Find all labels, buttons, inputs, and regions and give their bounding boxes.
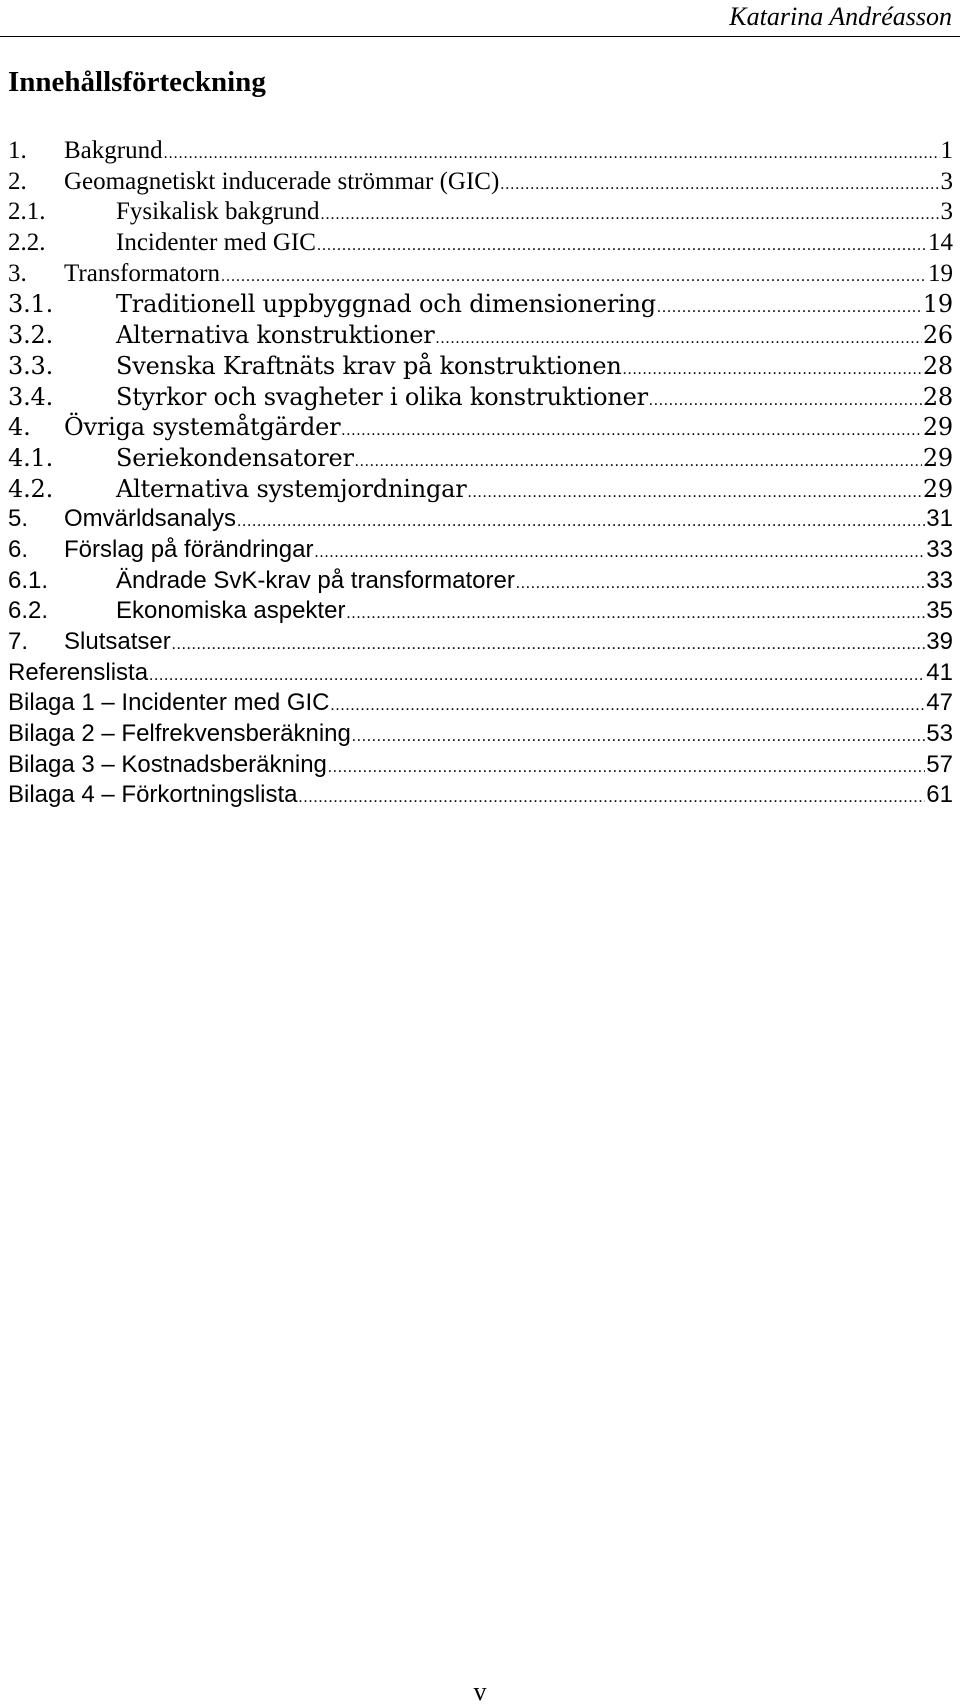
toc-dot-leader [649,386,922,417]
toc-entry[interactable] [8,780,953,811]
toc-entry[interactable] [8,719,953,750]
toc-entry[interactable] [8,443,953,474]
toc-entry-page: 28 [922,351,953,380]
toc-dot-leader [516,569,925,600]
toc-entry[interactable] [8,197,953,228]
toc-entry-title: Bilaga 4 – Förkortningslista [8,781,298,809]
toc-entry-page: 33 [926,535,953,563]
header-divider [0,36,960,37]
toc-entry-title: Bilaga 2 – Felfrekvensberäkning [8,720,351,748]
toc-entry-title: Bilaga 1 – Incidenter med GIC [8,689,330,717]
toc-entry[interactable] [8,504,953,535]
toc-entry-number: 6.1. [8,566,49,594]
toc-dot-leader [468,478,922,509]
running-header-author: Katarina Andréasson [729,2,952,31]
toc-entry-title: Alternativa konstruktioner [116,321,435,350]
toc-entry[interactable] [8,351,953,382]
toc-entry-title: Bakgrund [64,137,163,164]
toc-entry-title: Förslag på förändringar [64,535,314,563]
toc-entry-page: 28 [922,382,953,411]
toc-entry-page: 31 [926,505,953,533]
toc-dot-leader [341,416,921,447]
toc-title: Innehållsförteckning [8,66,266,98]
toc-entry-title: Övriga systemåtgärder [64,413,341,442]
toc-entry-page: 33 [926,566,953,594]
toc-entry-title: Slutsatser [64,628,171,655]
toc-entry-title: Fysikalisk bakgrund [116,198,320,226]
toc-entry[interactable] [8,228,953,259]
toc-entry-title: Bilaga 3 – Kostnadsberäkning [8,750,327,778]
toc-entry-page: 1 [940,137,953,164]
toc-entry-title: Traditionell uppbyggnad och dimensionering [116,290,656,319]
toc-entry[interactable] [8,658,953,689]
toc-entry-page: 61 [926,781,953,809]
table-of-contents [8,136,953,811]
toc-entry-title: Alternativa systemjordningar [116,474,467,503]
toc-entry-title: Omvärldsanalys [64,505,237,533]
toc-dot-leader [331,691,926,722]
toc-dot-leader [314,538,925,569]
toc-entry-page: 14 [928,229,953,257]
toc-entry-number: 2.2. [8,229,46,257]
toc-dot-leader [500,170,939,201]
toc-entry-number: 6. [8,535,29,563]
toc-dot-leader [352,722,925,753]
toc-entry-page: 26 [922,321,953,350]
toc-entry-page: 3 [940,167,953,195]
toc-entry-page: 41 [926,658,953,686]
toc-entry[interactable] [8,412,953,443]
toc-entry[interactable] [8,289,953,320]
toc-dot-leader [320,200,939,231]
toc-dot-leader [164,139,940,170]
toc-entry-page: 29 [922,443,953,472]
toc-entry-page: 47 [926,689,953,717]
toc-dot-leader [237,507,925,538]
toc-entry-number: 3. [8,259,27,287]
toc-entry[interactable] [8,688,953,719]
toc-entry-title: Svenska Kraftnäts krav på konstruktionen [116,351,622,380]
toc-entry-number: 3.4. [8,382,53,411]
toc-entry[interactable] [8,474,953,505]
page-number: v [473,1677,487,1706]
toc-entry-page: 3 [940,198,953,226]
toc-entry-page: 39 [926,628,953,655]
toc-entry-number: 3.3. [8,351,53,380]
toc-entry-number: 4.2. [8,474,53,503]
toc-entry[interactable] [8,259,953,290]
toc-entry-page: 35 [926,597,953,625]
toc-entry[interactable] [8,320,953,351]
toc-entry-page: 29 [922,474,953,503]
toc-entry-page: 53 [926,720,953,748]
toc-dot-leader [623,355,922,386]
toc-dot-leader [172,630,926,661]
toc-entry-number: 3.1. [8,290,53,319]
toc-entry-title: Transformatorn [64,259,221,287]
toc-entry-title: Geomagnetiskt inducerade strömmar (GIC) [64,167,500,195]
toc-entry-number: 4. [8,413,31,442]
toc-entry[interactable] [8,136,953,167]
toc-dot-leader [328,753,925,784]
toc-entry-number: 3.2. [8,321,53,350]
toc-entry-number: 2. [8,167,27,195]
toc-entry[interactable] [8,566,953,597]
toc-entry-title: Seriekondensatorer [116,443,354,472]
toc-entry-title: Ändrade SvK-krav på transformatorer [116,566,515,594]
toc-dot-leader [657,293,922,324]
toc-entry-number: 5. [8,505,29,533]
toc-entry[interactable] [8,596,953,627]
toc-entry-title: Styrkor och svagheter i olika konstruktioner [116,382,648,411]
toc-entry[interactable] [8,535,953,566]
toc-entry-number: 4.1. [8,443,53,472]
toc-entry[interactable] [8,750,953,781]
toc-dot-leader [298,783,925,814]
toc-dot-leader [221,262,927,293]
toc-entry-page: 29 [922,413,953,442]
toc-entry-title: Incidenter med GIC [116,229,316,257]
toc-entry-page: 19 [928,259,953,287]
toc-entry[interactable] [8,167,953,198]
toc-entry-number: 2.1. [8,198,46,226]
toc-dot-leader [149,661,925,692]
toc-dot-leader [317,231,927,262]
toc-entry-page: 57 [926,750,953,778]
toc-entry[interactable] [8,627,953,658]
toc-entry-title: Ekonomiska aspekter [116,597,346,625]
toc-dot-leader [346,599,925,630]
toc-entry[interactable] [8,382,953,413]
toc-entry-number: 1. [8,137,27,164]
toc-entry-title: Referenslista [8,658,149,686]
toc-entry-number: 6.2. [8,597,49,625]
toc-entry-page: 19 [922,290,953,319]
toc-entry-number: 7. [8,628,29,655]
